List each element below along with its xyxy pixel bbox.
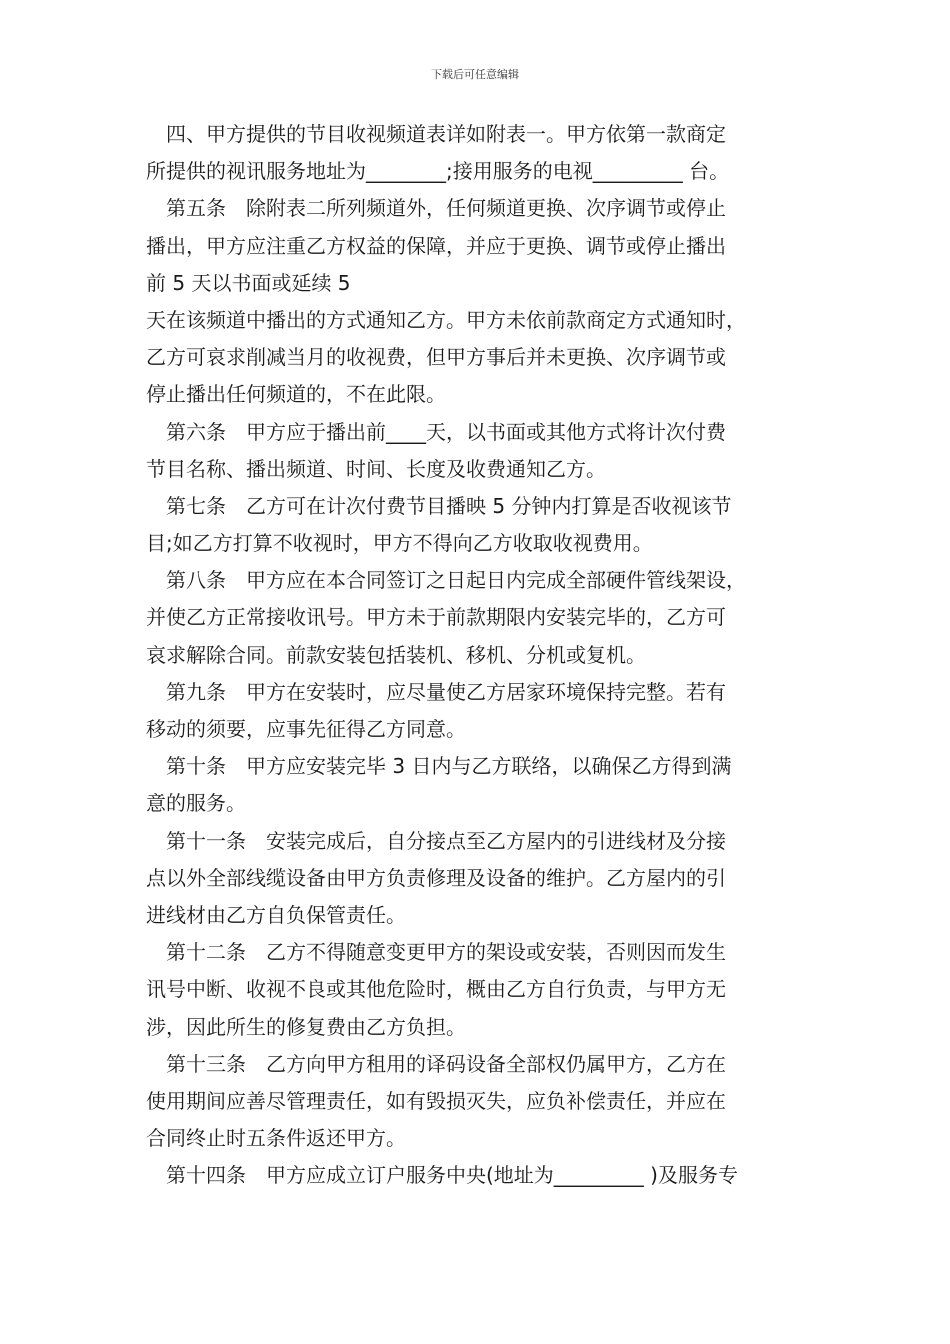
text-line: 停止播出任何频道的，不在此限。 (146, 382, 446, 407)
text-line: 第八条 甲方应在本合同签订之日起日内完成全部硬件管线架设， (146, 568, 746, 593)
text-line: 点以外全部线缆设备由甲方负责修理及设备的维护。乙方屋内的引 (146, 865, 726, 890)
text-line: 移动的须要，应事先征得乙方同意。 (146, 717, 466, 741)
text-line: 所提供的视讯服务地址为________;接用服务的电视_________ 台。 (146, 159, 730, 184)
text-line: 进线材由乙方自负保管责任。 (146, 902, 406, 927)
paragraph (146, 488, 814, 562)
text-line: 使用期间应善尽管理责任，如有毁损灭失，应负补偿责任，并应在 (146, 1088, 726, 1113)
text-line: 第七条 乙方可在计次付费节目播映 5 分钟内打算是否收视该节 (146, 493, 732, 518)
text-line: 第十四条 甲方应成立订户服务中央(地址为_________ )及服务专 (146, 1163, 738, 1188)
text-line: 第六条 甲方应于播出前____天，以书面或其他方式将计次付费 (146, 419, 726, 444)
text-line: 第十一条 安装完成后，自分接点至乙方屋内的引进线材及分接 (146, 828, 726, 853)
paragraph (146, 674, 814, 748)
text-line: 第九条 甲方在安装时，应尽量使乙方居家环境保持完整。若有 (146, 679, 726, 704)
text-line: 天在该频道中播出的方式通知乙方。甲方未依前款商定方式通知时， (146, 307, 746, 332)
text-line: 四、甲方提供的节目收视频道表详如附表一。甲方依第一款商定 (146, 122, 726, 146)
document-body (146, 116, 814, 1194)
text-line: 第五条 除附表二所列频道外，任何频道更换、次序调节或停止 (146, 196, 726, 221)
paragraph (146, 414, 814, 488)
text-line: 第十二条 乙方不得随意变更甲方的架设或安装，否则因而发生 (146, 940, 726, 965)
paragraph (146, 116, 814, 190)
paragraph (146, 934, 814, 1046)
text-line: 意的服务。 (146, 791, 246, 816)
paragraph (146, 823, 814, 935)
text-line: 节目名称、播出频道、时间、长度及收费通知乙方。 (146, 456, 606, 481)
text-line: 播出，甲方应注重乙方权益的保障，并应于更换、调节或停止播出 (146, 233, 726, 258)
text-line: 讯号中断、收视不良或其他危险时，概由乙方自行负责，与甲方无 (146, 977, 726, 1002)
text-line: 并使乙方正常接收讯号。甲方未于前款期限内安装完毕的，乙方可 (146, 605, 726, 630)
text-line: 合同终止时五条件返还甲方。 (146, 1126, 406, 1151)
paragraph (146, 1046, 814, 1158)
page-header: 下载后可任意编辑 (431, 68, 519, 81)
text-line: 哀求解除合同。前款安装包括装机、移机、分机或复机。 (146, 642, 646, 667)
text-line: 涉，因此所生的修复费由乙方负担。 (146, 1014, 466, 1039)
paragraph (146, 190, 814, 302)
text-line: 第十三条 乙方向甲方租用的译码设备全部权仍属甲方，乙方在 (146, 1051, 726, 1076)
text-line: 第十条 甲方应安装完毕 3 日内与乙方联络，以确保乙方得到满 (146, 754, 732, 779)
paragraph (146, 562, 814, 674)
paragraph (146, 748, 814, 822)
text-line: 前 5 天以书面或延续 5 (146, 270, 351, 295)
paragraph (146, 302, 814, 414)
text-line: 乙方可哀求削减当月的收视费，但甲方事后并未更换、次序调节或 (146, 345, 726, 370)
text-line: 目;如乙方打算不收视时，甲方不得向乙方收取收视费用。 (146, 531, 653, 556)
paragraph (146, 1157, 814, 1194)
